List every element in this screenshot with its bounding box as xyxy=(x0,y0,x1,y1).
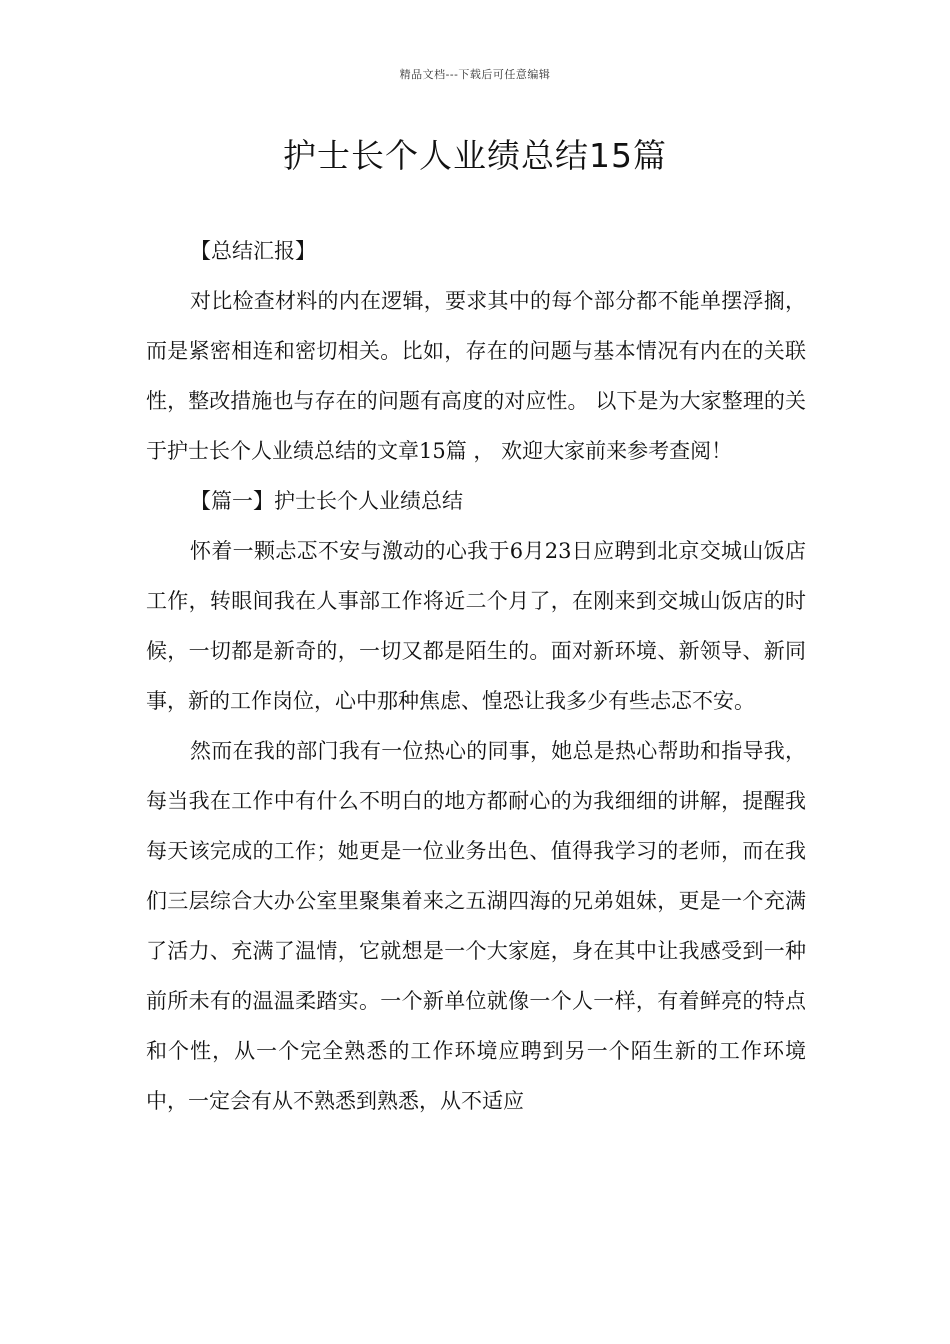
document-title: 护士长个人业绩总结15篇 xyxy=(283,136,667,175)
section-label-summary: 【总结汇报】 xyxy=(190,239,316,263)
body-paragraph-2: 然而在我的部门我有一位热心的同事，她总是热心帮助和指导我，每当我在工作中有什么不明白的地方都耐心的为我细细的讲解，提醒我每天该完成的工作；她更是一位业务出色、值得我学习的老师，而在我们三层综合大办公室里聚集着来之五湖四海的兄弟姐妹，更是一个充满了活力、充满了温情，它就想是一个大家庭，身在其中让我感受到一种前所未有的温温柔踏实。一个新单位就像一个人一样，有着鲜亮的特点和个性，从一个完全熟悉的工作环境应聘到另一个陌生新的工作环境中，一定会有从不熟悉到熟悉，从不适应 xyxy=(146,739,806,1113)
intro-paragraph: 对比检查材料的内在逻辑，要求其中的每个部分都不能单摆浮搁，而是紧密相连和密切相关。比如，存在的问题与基本情况有内在的关联性，整改措施也与存在的问题有高度的对应性。 以下是为大家整理的关于护士长个人业绩总结的文章15篇 ， 欢迎大家前来参考查阅！ xyxy=(146,289,806,463)
body-paragraph-1: 怀着一颗忐忑不安与激动的心我于6月23日应聘到北京交城山饭店工作，转眼间我在人事部工作将近二个月了，在刚来到交城山饭店的时候，一切都是新奇的，一切又都是陌生的。面对新环境、新领导、新同事，新的工作岗位，心中那种焦虑、惶恐让我多少有些忐忑不安。 xyxy=(146,539,806,713)
section-heading-part-one: 【篇一】护士长个人业绩总结 xyxy=(190,489,463,513)
document-body xyxy=(146,226,806,1126)
header-note: 精品文档---下载后可任意编辑 xyxy=(399,68,551,81)
